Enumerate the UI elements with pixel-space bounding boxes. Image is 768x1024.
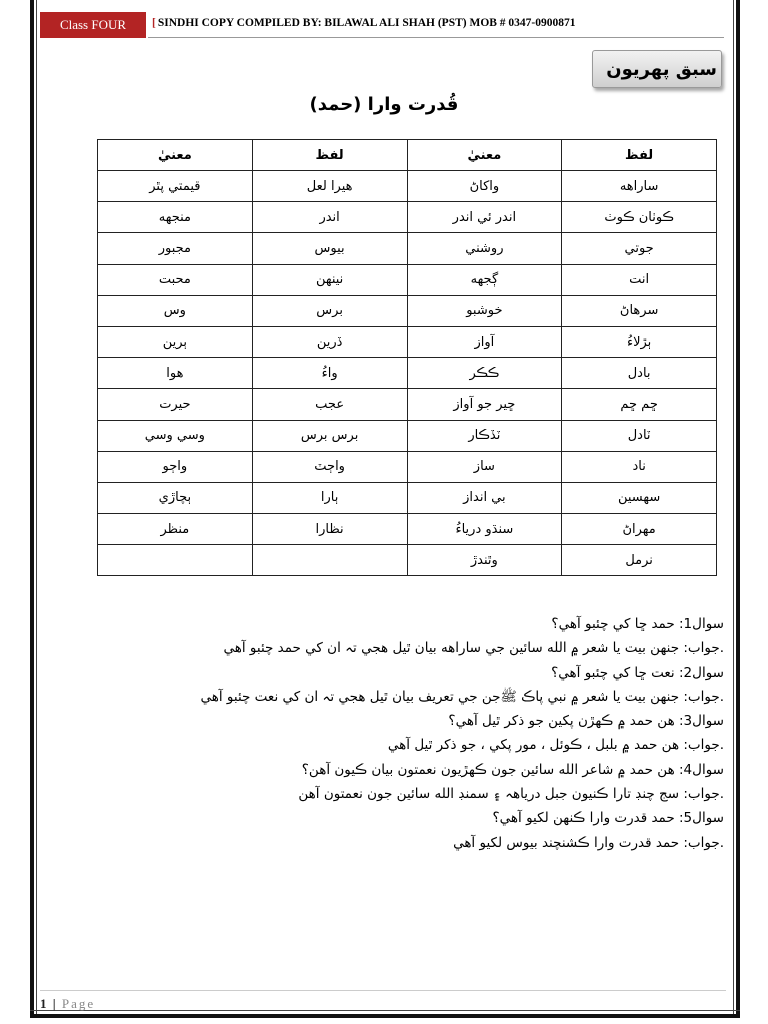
table-cell: عجب — [252, 389, 407, 420]
table-cell: ٻرين — [98, 326, 253, 357]
question-line: سوال3: هن حمد ۾ ڪهڙن پکين جو ذکر ٿيل آهي؟ — [448, 713, 724, 730]
class-label: Class FOUR — [40, 12, 146, 38]
table-row — [98, 482, 717, 513]
page-footer — [40, 996, 95, 1012]
column-header: لفظ — [562, 140, 717, 171]
table-cell: ساز — [407, 451, 562, 482]
answer-line: .جواب: جنهن بيت يا شعر ۾ نبي پاڪ ﷺجن جي تعريف بيان ٿيل هجي تہ ان کي نعت چئبو آهي — [200, 688, 724, 705]
table-cell: خوشبو — [407, 295, 562, 326]
compiler-header — [152, 17, 576, 29]
table-cell: ٻچاڙي — [98, 482, 253, 513]
page-title: قُدرت وارا (حمد) — [309, 94, 459, 115]
header-pipe-mark: [ — [152, 17, 156, 29]
table-cell: انت — [562, 264, 717, 295]
table-cell: ڇم ڇم — [562, 389, 717, 420]
table-cell: روشني — [407, 233, 562, 264]
table-row — [98, 295, 717, 326]
table-cell: ڇير جو آواز — [407, 389, 562, 420]
table-cell: ناد — [562, 451, 717, 482]
table-cell: واءُ — [252, 358, 407, 389]
table-cell: ڪڪر — [407, 358, 562, 389]
table-cell: برس — [252, 295, 407, 326]
question-line: سوال4: هن حمد ۾ شاعر الله سائين جون ڪهڙيون نعمتون بيان ڪيون آهن؟ — [301, 761, 724, 778]
column-header: معنيٰ — [98, 140, 253, 171]
lesson-badge: سبق پهريون — [592, 50, 722, 88]
question-line: سوال5: حمد قدرت وارا ڪنهن لکيو آهي؟ — [492, 810, 724, 827]
page-number: 1 — [40, 996, 47, 1011]
table-cell: آواز — [407, 326, 562, 357]
table-row — [98, 171, 717, 202]
page-label: Page — [61, 996, 96, 1011]
answer-line: .جواب: هن حمد ۾ بلبل ، ڪوئل ، مور پکي ، جو ذکر ٿيل آهي — [387, 737, 724, 754]
table-cell: ٻڙلاءُ — [562, 326, 717, 357]
table-cell: منجهه — [98, 202, 253, 233]
table-cell: اندر — [252, 202, 407, 233]
table-cell: ٽڏڪار — [407, 420, 562, 451]
page-border-bottom-inner — [30, 1010, 740, 1011]
answer-line: .جواب: حمد قدرت وارا ڪشنچند بيوس لکيو آهي — [453, 834, 724, 851]
vocabulary-table — [97, 139, 717, 576]
table-cell: نينهن — [252, 264, 407, 295]
page-border-right-inner — [733, 0, 734, 1016]
table-row — [98, 545, 717, 576]
table-cell: بي انداز — [407, 482, 562, 513]
table-cell: ٻارا — [252, 482, 407, 513]
table-cell: مجبور — [98, 233, 253, 264]
question-line: سوال2: نعت ڇا کي چئبو آهي؟ — [551, 664, 724, 681]
table-row — [98, 233, 717, 264]
question-line: سوال1: حمد ڇا کي چئبو آهي؟ — [551, 616, 724, 632]
table-row — [98, 420, 717, 451]
page-border-right — [736, 0, 740, 1016]
table-cell: وس — [98, 295, 253, 326]
table-cell: ڏرين — [252, 326, 407, 357]
page-border-bottom — [30, 1014, 740, 1018]
table-cell: وسي وسي — [98, 420, 253, 451]
table-cell: برس برس — [252, 420, 407, 451]
page-border-left — [30, 0, 34, 1016]
table-cell: جوتي — [562, 233, 717, 264]
table-cell: سنڌو درياءُ — [407, 514, 562, 545]
table-cell: نرمل — [562, 545, 717, 576]
table-cell: سرهاڻ — [562, 295, 717, 326]
table-header-row — [98, 140, 717, 171]
table-cell: نظارا — [252, 514, 407, 545]
table-cell: واڄٽ — [252, 451, 407, 482]
header-rule — [148, 37, 724, 38]
table-row — [98, 264, 717, 295]
question-answer-block — [84, 612, 724, 855]
column-header: لفظ — [252, 140, 407, 171]
column-header: معنيٰ — [407, 140, 562, 171]
table-cell: منظر — [98, 514, 253, 545]
table-cell: واڄو — [98, 451, 253, 482]
table-row — [98, 389, 717, 420]
table-cell: واکاڻ — [407, 171, 562, 202]
table-cell: مهراڻ — [562, 514, 717, 545]
table-cell — [98, 545, 253, 576]
table-cell: هيرا لعل — [252, 171, 407, 202]
table-cell: بيوس — [252, 233, 407, 264]
table-cell — [252, 545, 407, 576]
table-row — [98, 358, 717, 389]
answer-line: .جواب: سج چنڊ تارا ڪنيون جبل درياهہ ۽ سمنڊ الله سائين جون نعمتون آهن — [298, 786, 724, 803]
table-cell: بادل — [562, 358, 717, 389]
table-cell: قيمتي پٿر — [98, 171, 253, 202]
table-cell: محبت — [98, 264, 253, 295]
table-cell: ڳجهه — [407, 264, 562, 295]
table-cell: ٽادل — [562, 420, 717, 451]
footer-rule — [40, 990, 726, 991]
answer-line: .جواب: جنهن بيت يا شعر ۾ الله سائين جي ساراهه بيان ٿيل هجي تہ ان کي حمد چئبو آهي — [223, 640, 724, 657]
table-row — [98, 326, 717, 357]
table-cell: حيرت — [98, 389, 253, 420]
table-cell: سهسين — [562, 482, 717, 513]
compiler-text: SINDHI COPY COMPILED BY: BILAWAL ALI SHAH (PST) MOB # 0347-0900871 — [157, 17, 576, 29]
page-border-left-inner — [36, 0, 37, 1016]
table-cell: ڪوٺان ڪوٺ — [562, 202, 717, 233]
table-row — [98, 202, 717, 233]
footer-separator: | — [52, 996, 56, 1011]
table-row — [98, 451, 717, 482]
table-cell: ساراهه — [562, 171, 717, 202]
table-row — [98, 514, 717, 545]
table-cell: وٿندڙ — [407, 545, 562, 576]
table-cell: اندر ئي اندر — [407, 202, 562, 233]
table-cell: هوا — [98, 358, 253, 389]
